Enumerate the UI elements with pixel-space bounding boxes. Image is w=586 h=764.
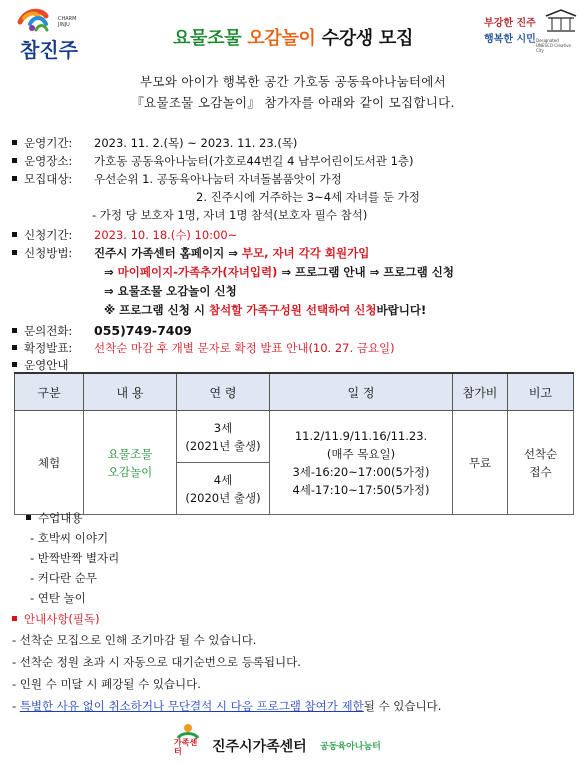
- place-label: 운영장소:: [24, 154, 73, 168]
- bullet-icon: [12, 616, 17, 621]
- notice-item: - 선착순 모집으로 인해 조기마감 될 수 있습니다.: [12, 633, 257, 647]
- age2-line-1: 4세: [213, 472, 233, 487]
- list-item: - 연탄 놀이: [30, 591, 86, 605]
- content-line-1: 요물조물: [107, 446, 153, 461]
- class-content-title-row: [26, 510, 82, 527]
- header-schedule: 일 정: [270, 373, 453, 411]
- left-logo-small-text: CHARM JINJU: [58, 16, 77, 28]
- title-part-3: 수강생 모집: [321, 28, 414, 49]
- list-item: - 반짝반짝 별자리: [30, 551, 120, 565]
- schedule-line-2: (매주 목요일): [326, 446, 396, 461]
- apply-period-label: 신청기간:: [24, 228, 73, 242]
- content-line-2: 오감놀이: [107, 464, 153, 479]
- notice-title-row: [12, 611, 100, 628]
- footer-center-name: 진주시가족센터: [212, 739, 307, 755]
- jinju-city-logo: [484, 6, 580, 64]
- left-logo-text: 참진주: [20, 38, 78, 62]
- age2-line-2: (2020년 출생): [185, 490, 261, 505]
- method-line-2: [104, 264, 454, 281]
- phone-row: [12, 322, 192, 340]
- age1-line-2: (2021년 출생): [185, 438, 261, 453]
- apply-period-value: 2023. 10. 18.(수) 10:00~: [94, 228, 238, 242]
- target-value-1: 우선순위 1. 공동육아나눔터 자녀돌봄품앗이 가정: [94, 172, 342, 186]
- notice-last-underlined: 특별한 사유 없이 취소하거나 무단결석 시 다음 프로그램 참여가 제한: [19, 699, 364, 713]
- bullet-icon: [12, 232, 17, 237]
- cell-age-4: [177, 463, 270, 515]
- title-part-1: 요물조물: [172, 28, 242, 49]
- bullet-icon: [26, 515, 31, 520]
- target-row: [12, 171, 342, 188]
- notice-last-prefix: -: [12, 699, 20, 713]
- right-logo-line1: 부강한 진주: [484, 18, 536, 29]
- method-line1-a: 진주시 가족센터 홈페이지 ⇒: [94, 246, 242, 260]
- method-line-4: [104, 302, 426, 319]
- header-category: 구분: [15, 373, 84, 411]
- cell-fee: 무료: [453, 411, 508, 515]
- bullet-icon: [12, 345, 17, 350]
- period-value: 2023. 11. 2.(목) ~ 2023. 11. 23.(목): [94, 136, 298, 150]
- method-line-3: ⇒ 요물조물 오감놀이 신청: [104, 284, 237, 298]
- cell-category: 체험: [15, 411, 84, 515]
- phone-value: 055)749-7409: [94, 323, 192, 338]
- right-logo-line2: 행복한 시민: [484, 34, 536, 45]
- period-label: 운영기간:: [24, 136, 73, 150]
- cell-schedule: [270, 411, 453, 515]
- list-item: - 호박씨 이야기: [30, 531, 109, 545]
- intro-line-1: 부모와 아이가 행복한 공간 가호동 공동육아나눔터에서: [140, 74, 446, 89]
- cell-age-3: [177, 411, 270, 463]
- confirm-value: 선착순 마감 후 개별 문자로 확정 발표 안내(10. 27. 금요일): [94, 341, 395, 355]
- right-logo-small-text: Designated UNESCO Creative City: [536, 38, 571, 53]
- table-header-row: [15, 373, 574, 411]
- class-content-title: 수업내용: [38, 511, 83, 525]
- note-line-1: 선착순: [523, 446, 558, 461]
- confirm-row: [12, 340, 395, 357]
- target-value-3: - 가정 당 보호자 1명, 자녀 1명 참석(보호자 필수 참석): [92, 208, 368, 222]
- ops-label: 운영안내: [24, 358, 69, 372]
- header-age: 연 령: [177, 373, 270, 411]
- bullet-icon: [12, 250, 17, 255]
- method-row: [12, 245, 369, 262]
- age1-line-1: 3세: [213, 420, 233, 435]
- method-line2-c: ⇒ 프로그램 안내 ⇒ 프로그램 신청: [277, 265, 454, 279]
- place-value: 가호동 공동육아나눔터(가호로44번길 4 남부어린이도서관 1층): [94, 154, 414, 168]
- place-row: [12, 153, 413, 170]
- header-note: 비고: [508, 373, 574, 411]
- apply-period-row: [12, 227, 237, 244]
- phone-label: 문의전화:: [24, 324, 73, 338]
- notice-item-last: [12, 698, 441, 714]
- cell-note: [508, 411, 574, 515]
- pavilion-icon: [544, 8, 578, 34]
- bullet-icon: [12, 158, 17, 163]
- method-line2-a: ⇒: [104, 265, 118, 279]
- notice-title: 안내사항(필독): [24, 612, 100, 626]
- table-row: [15, 411, 574, 463]
- coparenting-logo: [320, 734, 382, 752]
- method-label: 신청방법:: [24, 246, 73, 260]
- note-line-2: 접수: [529, 464, 552, 479]
- method-line4-a: ※ 프로그램 신청 시: [104, 303, 209, 317]
- intro-line-2: 『요물조물 오감놀이』 참가자를 아래와 같이 모집합니다.: [131, 95, 455, 110]
- list-item: - 커다란 순무: [30, 571, 98, 585]
- schedule-table: [14, 372, 574, 515]
- schedule-line-3: 3세-16:20~17:00(5가정): [292, 464, 430, 479]
- method-line4-b: 참석할 가족구성원 선택하여 신청: [208, 303, 377, 317]
- bullet-icon: [12, 140, 17, 145]
- bullet-icon: [12, 328, 17, 333]
- schedule-line-4: 4세-17:10~17:50(5가정): [292, 482, 430, 497]
- method-line2-b: 마이페이지-가족추가(자녀입력): [117, 265, 278, 279]
- title-part-2: 오감놀이: [247, 28, 316, 49]
- target-value-2: 2. 진주시에 거주하는 3~4세 자녀를 둔 가정: [196, 190, 420, 204]
- notice-item: - 인원 수 미달 시 폐강될 수 있습니다.: [12, 677, 201, 691]
- bullet-icon: [12, 362, 17, 367]
- confirm-label: 확정발표:: [24, 341, 73, 355]
- family-center-logo-text: 가족센터: [174, 738, 198, 756]
- notice-last-suffix: 될 수 있습니다.: [363, 699, 442, 713]
- header-content: 내 용: [84, 373, 177, 411]
- coparenting-logo-text: 공동육아나눔터: [320, 742, 381, 752]
- method-line1-b: 부모, 자녀 각각 회원가입: [241, 246, 370, 260]
- method-line4-c: 바랍니다!: [376, 303, 427, 317]
- notice-item: - 선착순 정원 초과 시 자동으로 대기순번으로 등록됩니다.: [12, 655, 301, 669]
- bullet-icon: [12, 176, 17, 181]
- schedule-line-1: 11.2/11.9/11.16/11.23.: [294, 428, 428, 443]
- header-fee: 참가비: [453, 373, 508, 411]
- target-label: 모집대상:: [24, 172, 73, 186]
- period-row: [12, 135, 297, 152]
- family-center-logo: [168, 722, 208, 758]
- cell-content: [84, 411, 177, 515]
